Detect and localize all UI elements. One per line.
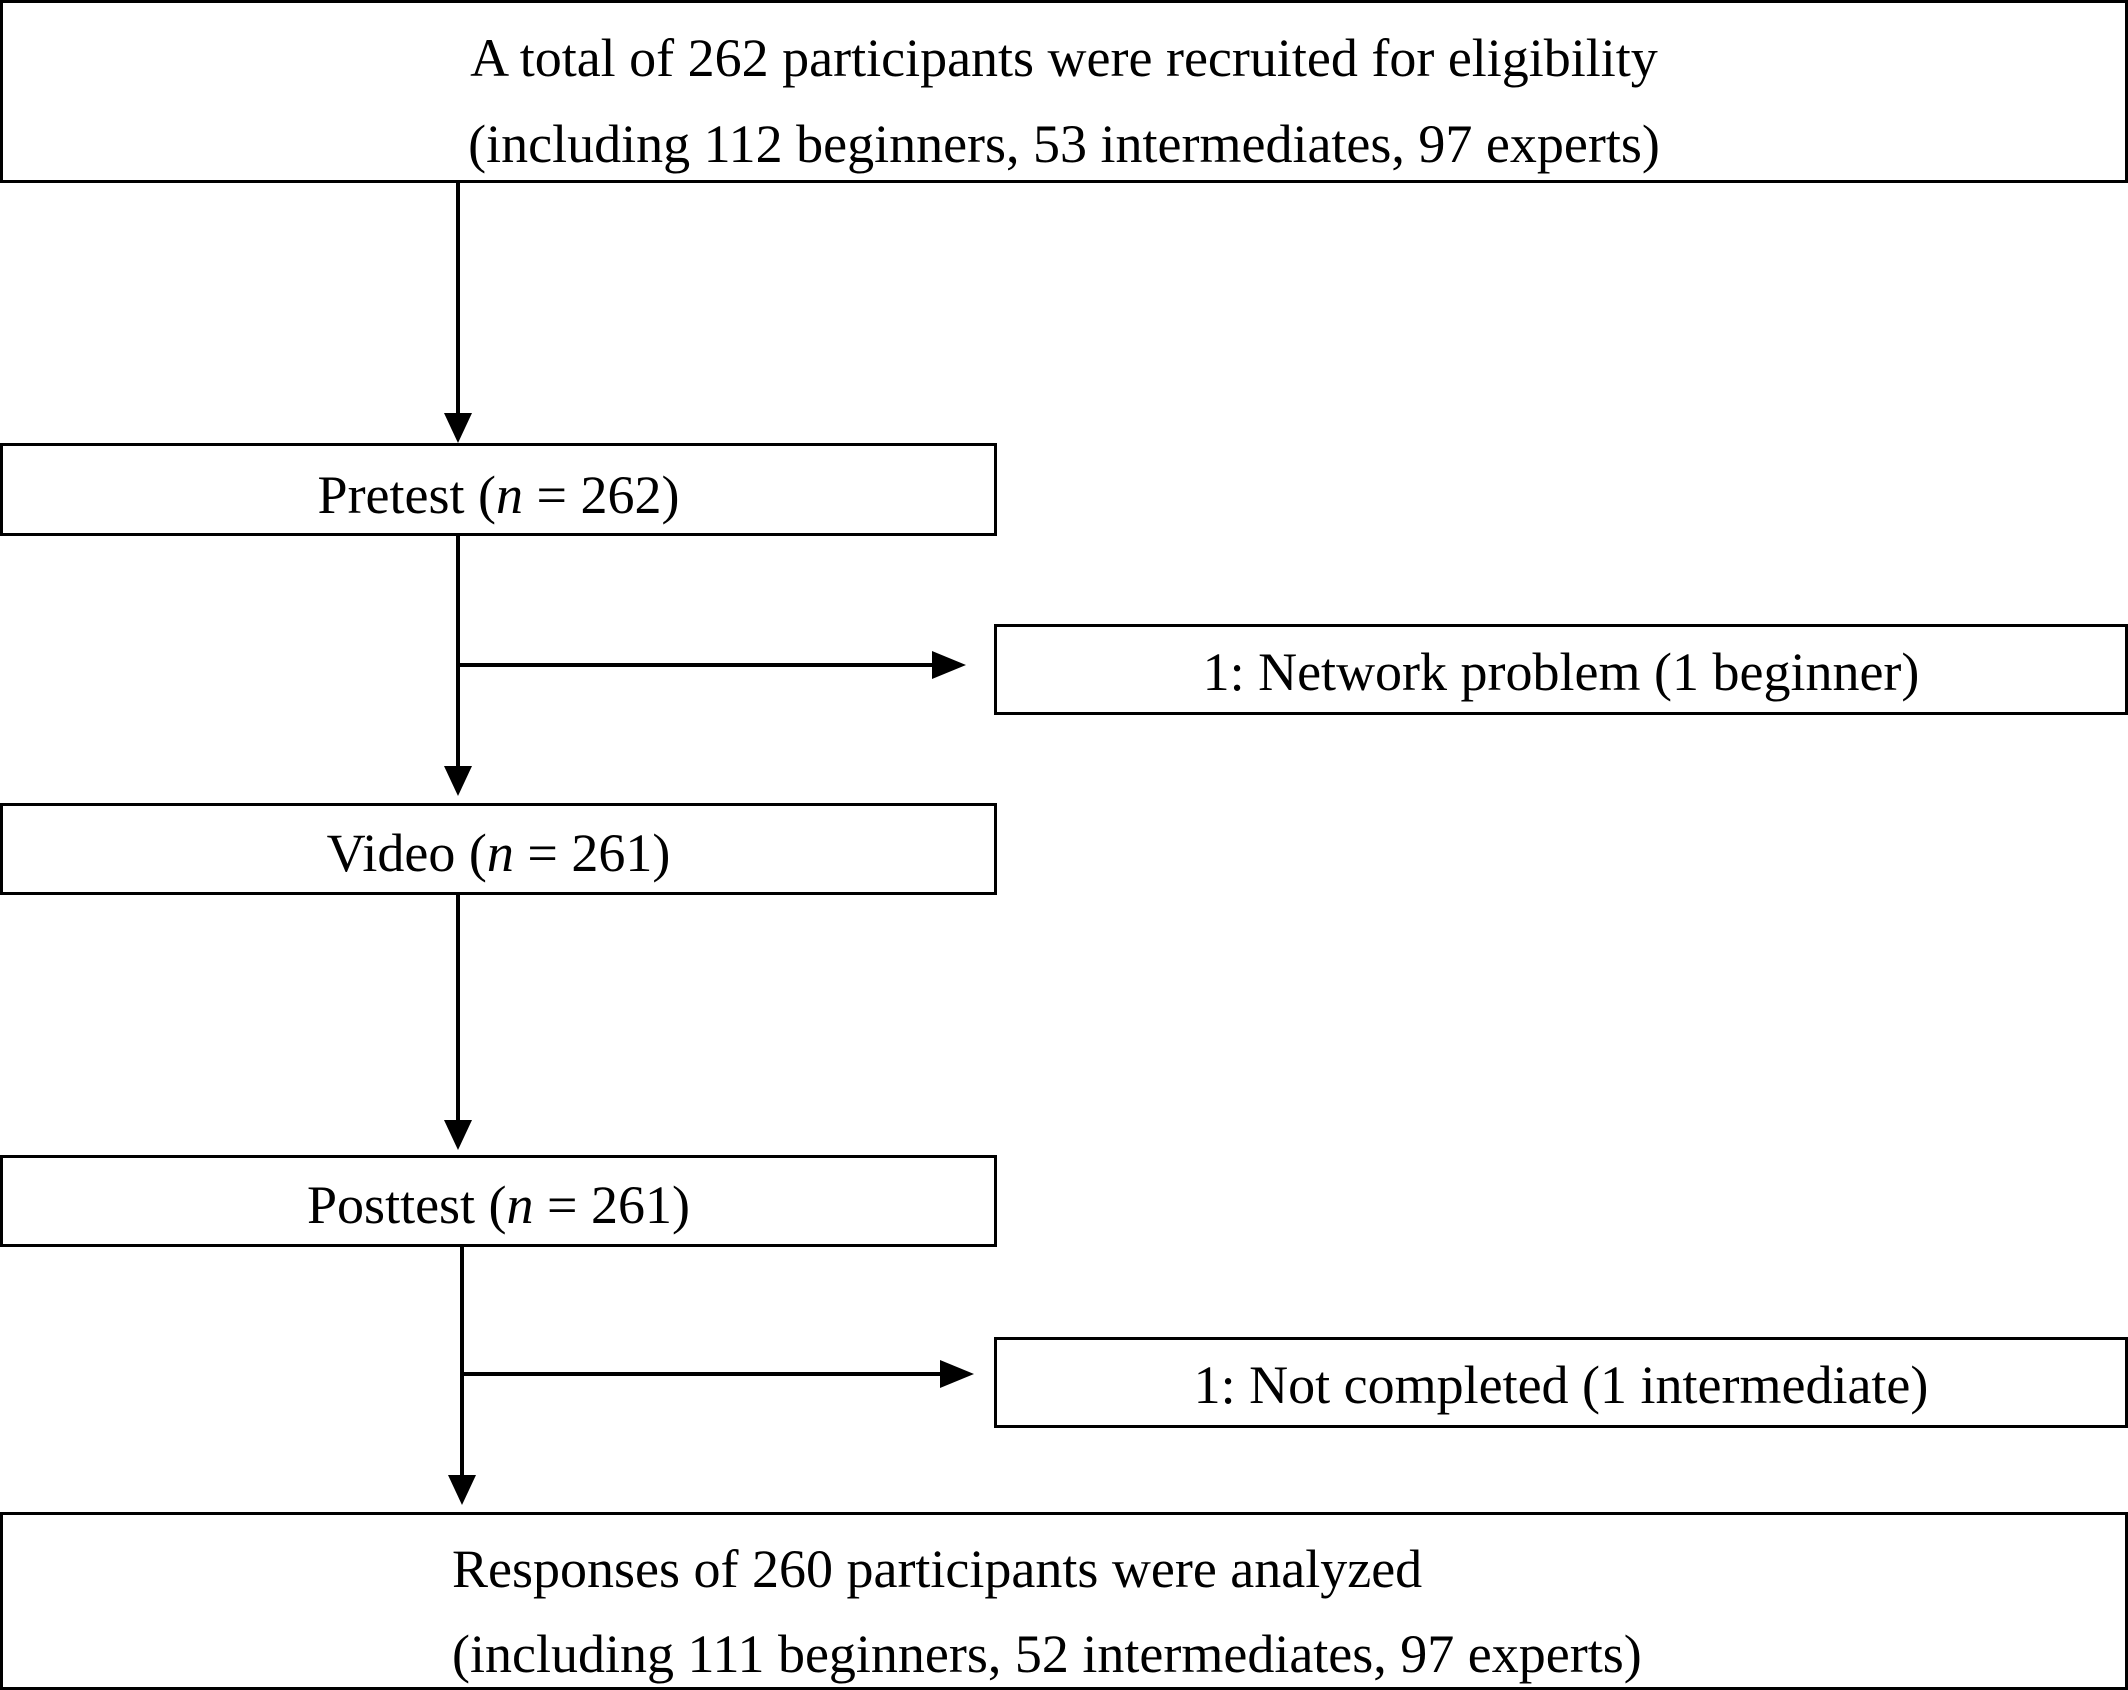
recruitment-line-1: A total of 262 participants were recruited for eligibility [470, 28, 1658, 88]
pretest-n-symbol: n [496, 465, 523, 525]
exclusion-incomplete-box [994, 1337, 2128, 1428]
arrow-posttest-to-analyzed-head [448, 1475, 476, 1505]
video-label-text: Video ( [326, 823, 487, 883]
branch-incomplete-head [940, 1360, 974, 1388]
exclusion-incomplete-label: 1: Not completed (1 intermediate) [1193, 1355, 1929, 1415]
branch-network-head [932, 651, 966, 679]
analyzed-line-1: Responses of 260 participants were analyzed [452, 1539, 1423, 1599]
branch-network-shaft [458, 663, 934, 667]
analyzed-box [0, 1512, 2128, 1690]
exclusion-network-box [994, 624, 2128, 715]
posttest-label-text: Posttest ( [307, 1175, 507, 1235]
posttest-n-value: = 261) [533, 1175, 690, 1235]
analyzed-line-2: (including 111 beginners, 52 intermediates, 97 experts) [452, 1624, 1642, 1684]
arrow-video-to-posttest-shaft [456, 895, 460, 1122]
pretest-label [3, 465, 994, 525]
arrow-posttest-to-analyzed-shaft [460, 1247, 464, 1477]
posttest-n-symbol: n [506, 1175, 534, 1235]
video-n-symbol: n [486, 823, 514, 883]
video-n-value: = 261) [513, 823, 671, 883]
pretest-n-value: = 262) [523, 465, 680, 525]
arrow-recruitment-to-pretest-head [444, 413, 472, 443]
arrow-pretest-to-video-head [444, 766, 472, 796]
branch-incomplete-shaft [462, 1372, 942, 1376]
recruitment-line-2: (including 112 beginners, 53 intermediates, 97 experts) [468, 114, 1660, 174]
arrow-recruitment-to-pretest-shaft [456, 183, 460, 415]
posttest-label [3, 1175, 994, 1235]
pretest-box [0, 443, 997, 536]
video-box [0, 803, 997, 895]
recruitment-box [0, 0, 2128, 183]
arrow-pretest-to-video-shaft [456, 536, 460, 768]
exclusion-network-label: 1: Network problem (1 beginner) [1202, 642, 1920, 702]
posttest-box [0, 1155, 997, 1247]
arrow-video-to-posttest-head [444, 1120, 472, 1150]
video-label [3, 823, 994, 883]
pretest-label-text: Pretest ( [317, 465, 496, 525]
